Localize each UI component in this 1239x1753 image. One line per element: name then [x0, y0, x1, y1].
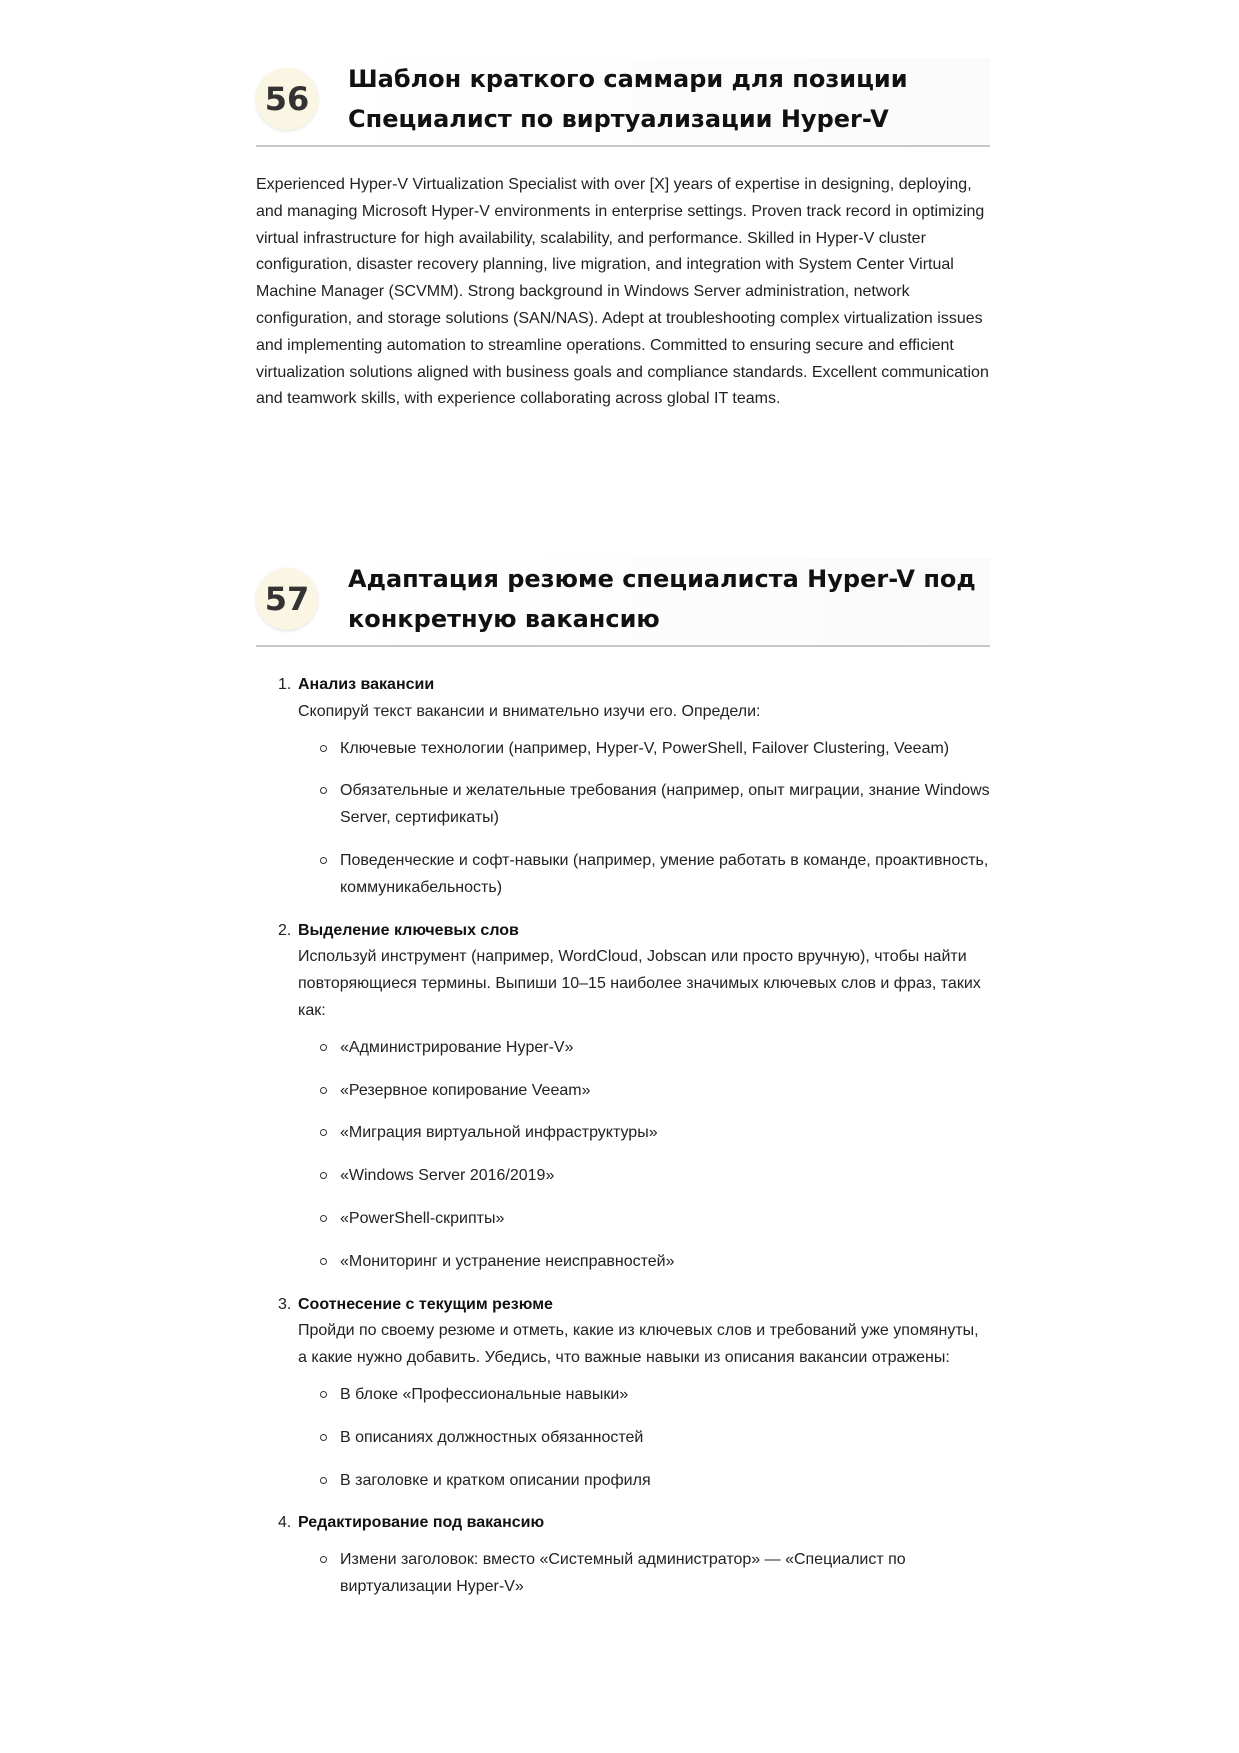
list-item: [298, 778, 991, 832]
section-title-line: Специалист по виртуализации Hyper-V: [348, 105, 889, 133]
summary-paragraph: Experienced Hyper-V Virtualization Specialist with over [X] years of expertise in designing, deploying, and managing Microsoft Hyper-V environments in enterprise settings. Proven track record in optimizing virtual infrastructure for high availability, scalability, and performance. Skilled in Hyper-V cluster configuration, disaster recovery planning, live migration, and integration with System Center Virtual Machine Manager (SCVMM). Strong background in Windows Server administration, network configuration, and storage solutions (SAN/NAS). Adept at troubleshooting complex virtualization issues and implementing automation to streamline operations. Committed to ensuring secure and efficient virtualization solutions aligned with business goals and compliance standards. Excellent communication and teamwork skills, with experience collaborating across global IT teams.: [256, 176, 989, 408]
step-number: 1.: [278, 676, 292, 693]
circle-bullet-icon: [320, 857, 327, 864]
bullet-text: «Миграция виртуальной инфраструктуры»: [340, 1124, 658, 1142]
steps-list: [256, 672, 991, 1617]
bullet-text: Обязательные и желательные требования (например, опыт миграции, знание Windows Server, сертификаты): [340, 782, 990, 827]
step-item: [256, 918, 991, 1276]
list-item: [298, 1120, 991, 1147]
list-item: [298, 1078, 991, 1105]
circle-bullet-icon: [320, 787, 327, 794]
section-title-line: Адаптация резюме специалиста Hyper-V под: [348, 565, 976, 593]
circle-bullet-icon: [320, 1129, 327, 1136]
step-title: Анализ вакансии: [298, 676, 435, 693]
section-header-57: [256, 558, 990, 647]
section-title: [348, 559, 990, 639]
section-title: [348, 59, 990, 139]
list-item: [298, 736, 991, 763]
step-description: Пройди по своему резюме и отметь, какие из ключевых слов и требований уже упомянуты, а какие нужно добавить. Убедись, что важные навыки из описания вакансии отражены:: [298, 1322, 979, 1367]
bullet-text: «PowerShell-скрипты»: [340, 1209, 505, 1227]
circle-bullet-icon: [320, 1172, 327, 1179]
circle-bullet-icon: [320, 1556, 327, 1563]
section-number-badge: 56: [256, 68, 318, 130]
step-description: Скопируй текст вакансии и внимательно изучи его. Определи:: [298, 702, 761, 720]
bullet-text: «Windows Server 2016/2019»: [340, 1167, 555, 1185]
list-item: [298, 1547, 991, 1601]
step-item: [256, 1292, 991, 1495]
section-title-line: Шаблон краткого саммари для позиции: [348, 65, 908, 93]
step-item: [256, 1510, 991, 1600]
section-number-badge: 57: [256, 568, 318, 630]
bullet-text: «Резервное копирование Veeam»: [340, 1081, 591, 1099]
step-title: Редактирование под вакансию: [298, 1514, 545, 1532]
section-title-line: конкретную вакансию: [348, 605, 660, 633]
list-item: [298, 1249, 991, 1276]
bullet-text: В описаниях должностных обязанностей: [340, 1428, 644, 1446]
step-item: [256, 672, 991, 902]
list-item: [298, 1035, 991, 1062]
circle-bullet-icon: [320, 1215, 327, 1222]
step-number: 2.: [278, 921, 292, 939]
list-item: [298, 1425, 991, 1452]
bullet-text: «Администрирование Hyper-V»: [340, 1038, 574, 1056]
bullet-list: [298, 1547, 991, 1601]
step-number: 4.: [278, 1514, 292, 1532]
circle-bullet-icon: [320, 1087, 327, 1094]
step-title: Соотнесение с текущим резюме: [298, 1295, 553, 1313]
section-header-56: [256, 58, 990, 147]
step-title: Выделение ключевых слов: [298, 921, 519, 939]
list-item: [298, 848, 991, 902]
list-item: [298, 1206, 991, 1233]
bullet-text: «Мониторинг и устранение неисправностей»: [340, 1252, 675, 1270]
circle-bullet-icon: [320, 1477, 327, 1484]
list-item: [298, 1163, 991, 1190]
bullet-text: Ключевые технологии (например, Hyper-V, PowerShell, Failover Clustering, Veeam): [340, 739, 950, 757]
circle-bullet-icon: [320, 1434, 327, 1441]
step-number: 3.: [278, 1295, 292, 1313]
bullet-text: Измени заголовок: вместо «Системный администратор» — «Специалист по виртуализации Hyper-V»: [340, 1551, 906, 1595]
circle-bullet-icon: [320, 1044, 327, 1051]
list-item: [298, 1382, 991, 1409]
bullet-list: [298, 1035, 991, 1276]
bullet-list: [298, 1382, 991, 1494]
list-item: [298, 1468, 991, 1495]
bullet-text: В заголовке и кратком описании профиля: [340, 1471, 651, 1489]
circle-bullet-icon: [320, 1391, 327, 1398]
bullet-text: Поведенческие и софт-навыки (например, умение работать в команде, проактивность, коммуникабельность): [340, 851, 989, 896]
circle-bullet-icon: [320, 1258, 327, 1265]
circle-bullet-icon: [320, 745, 327, 752]
bullet-list: [298, 736, 991, 902]
step-description: Используй инструмент (например, WordCloud, Jobscan или просто вручную), чтобы найти повторяющиеся термины. Выпиши 10–15 наиболее значимых ключевых слов и фраз, таких как:: [298, 948, 981, 1019]
bullet-text: В блоке «Профессиональные навыки»: [340, 1385, 629, 1403]
